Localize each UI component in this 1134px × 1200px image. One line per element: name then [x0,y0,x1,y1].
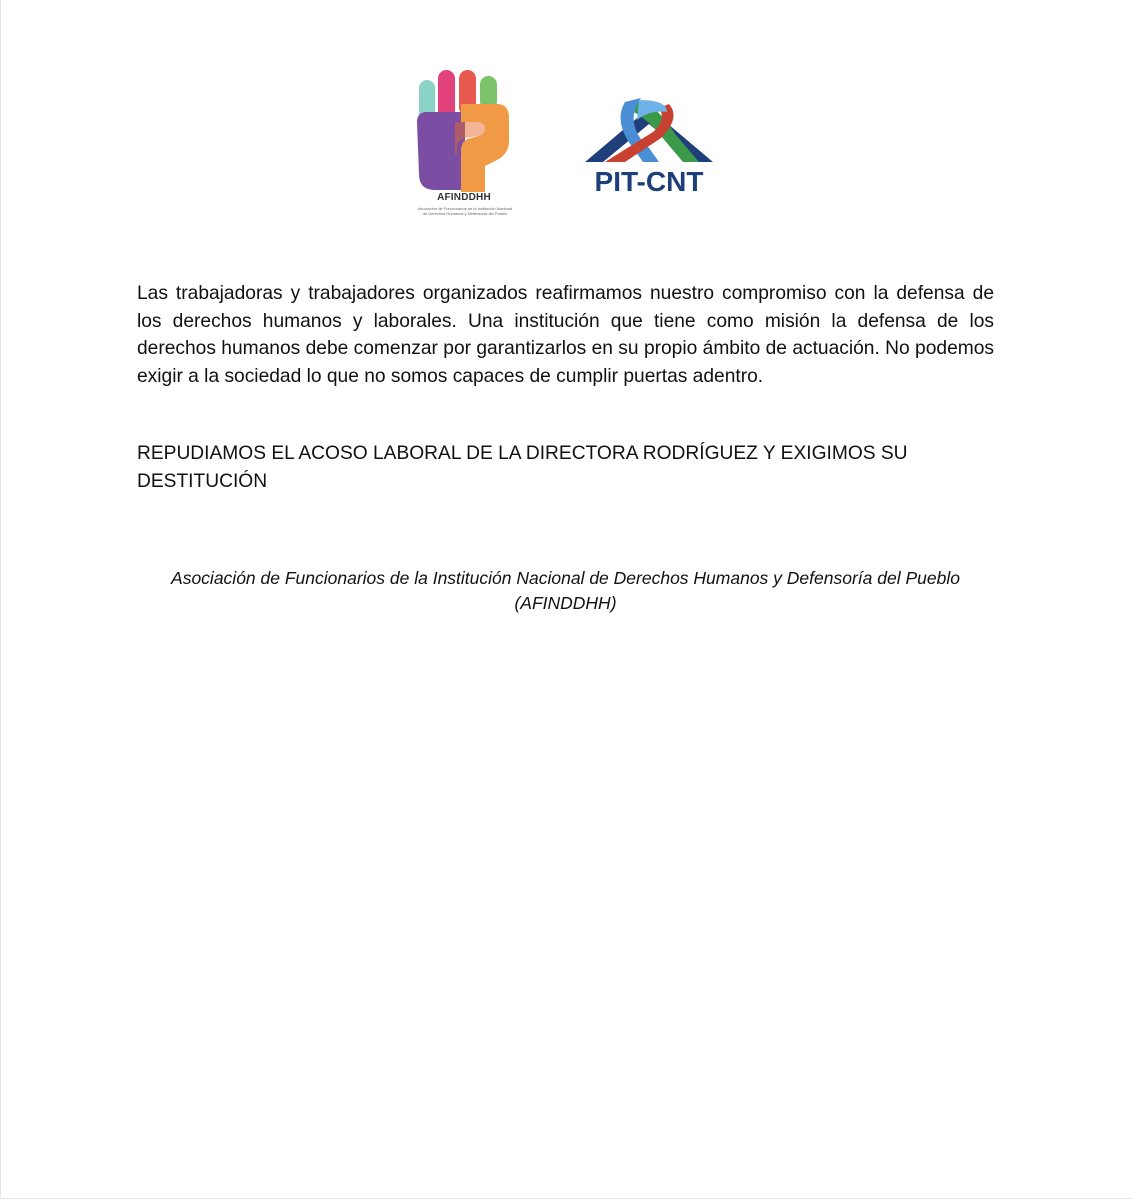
statement-paragraph: Las trabajadoras y trabajadores organizados reafirmamos nuestro compromiso con la defensa de los derechos humanos y laborales. Una institución que tiene como misión la defensa de los derechos humanos debe comenzar por garantizarlos en su propio ámbito de actuación. No podemos exigir a la sociedad lo que no somos capaces de cumplir puertas adentro. [137,283,994,387]
header-logos [1,0,1134,240]
raised-fist-icon [411,66,521,196]
signature-block [137,566,994,616]
pitcnt-logo [579,98,719,202]
demand-statement: REPUDIAMOS EL ACOSO LABORAL DE LA DIRECTORA RODRÍGUEZ Y EXIGIMOS SU DESTITUCIÓN [137,443,908,492]
pitcnt-emblem-icon [579,98,719,166]
signature-organization: Asociación de Funcionarios de la Institución Nacional de Derechos Humanos y Defensoría del Pueblo [171,568,960,588]
afinddhh-subtitle: Asociación de Funcionarios de la Institución Nacional de Derechos Humanos y Defensoría del Pueblo [417,206,513,216]
signature-acronym: (AFINDDHH) [514,593,617,613]
afinddhh-logo [411,66,521,226]
pitcnt-wordmark: PIT-CNT [594,166,704,197]
afinddhh-wordmark: AFINDDHH [437,192,491,203]
